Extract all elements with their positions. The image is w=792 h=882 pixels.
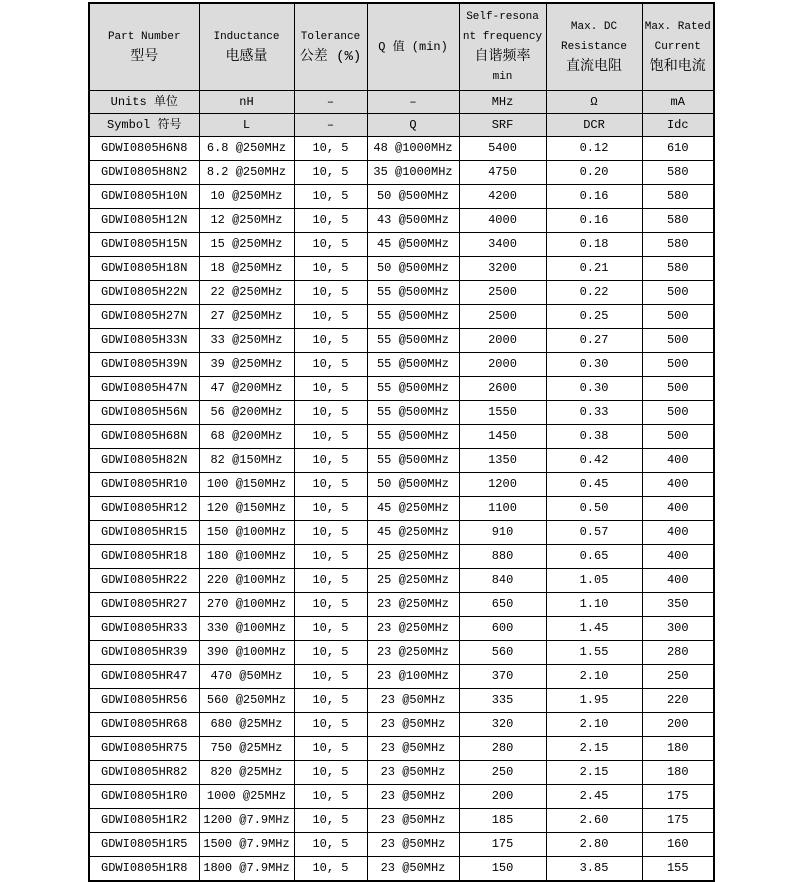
dcr-cell: 0.50 xyxy=(546,497,642,521)
dcr-cell: 0.12 xyxy=(546,137,642,161)
part-number-cell: GDWI0805HR12 xyxy=(89,497,199,521)
srf-cell: 1100 xyxy=(459,497,546,521)
tolerance-cell: 10, 5 xyxy=(294,665,367,689)
dcr-cell: 0.25 xyxy=(546,305,642,329)
inductance-cell: 270 @100MHz xyxy=(199,593,294,617)
symbol-inductance: L xyxy=(199,114,294,137)
part-number-cell: GDWI0805H1R2 xyxy=(89,809,199,833)
column-header-tolerance xyxy=(294,3,367,91)
header-label-cn: 自谐频率 xyxy=(474,49,531,65)
table-row xyxy=(89,377,714,401)
table-row xyxy=(89,593,714,617)
dcr-cell: 2.15 xyxy=(546,737,642,761)
srf-cell: 840 xyxy=(459,569,546,593)
inductance-cell: 390 @100MHz xyxy=(199,641,294,665)
srf-cell: 5400 xyxy=(459,137,546,161)
table-body xyxy=(89,137,714,882)
srf-cell: 175 xyxy=(459,833,546,857)
dcr-cell: 1.10 xyxy=(546,593,642,617)
tolerance-cell: 10, 5 xyxy=(294,185,367,209)
idc-cell: 500 xyxy=(642,377,714,401)
idc-cell: 400 xyxy=(642,497,714,521)
q-min-cell: 23 @50MHz xyxy=(367,713,459,737)
q-min-cell: 50 @500MHz xyxy=(367,257,459,281)
inductance-cell: 22 @250MHz xyxy=(199,281,294,305)
srf-cell: 280 xyxy=(459,737,546,761)
q-min-cell: 55 @500MHz xyxy=(367,377,459,401)
table-row xyxy=(89,689,714,713)
column-header-rated-current xyxy=(642,3,714,91)
inductance-cell: 180 @100MHz xyxy=(199,545,294,569)
tolerance-cell: 10, 5 xyxy=(294,353,367,377)
tolerance-cell: 10, 5 xyxy=(294,305,367,329)
part-number-cell: GDWI0805HR56 xyxy=(89,689,199,713)
dcr-cell: 0.18 xyxy=(546,233,642,257)
dcr-cell: 0.16 xyxy=(546,209,642,233)
tolerance-cell: 10, 5 xyxy=(294,425,367,449)
part-number-cell: GDWI0805H8N2 xyxy=(89,161,199,185)
part-number-cell: GDWI0805H15N xyxy=(89,233,199,257)
dcr-cell: 1.45 xyxy=(546,617,642,641)
idc-cell: 500 xyxy=(642,401,714,425)
part-number-cell: GDWI0805HR39 xyxy=(89,641,199,665)
q-min-cell: 48 @1000MHz xyxy=(367,137,459,161)
dcr-cell: 2.45 xyxy=(546,785,642,809)
idc-cell: 500 xyxy=(642,329,714,353)
q-min-cell: 23 @250MHz xyxy=(367,593,459,617)
idc-cell: 580 xyxy=(642,161,714,185)
idc-cell: 400 xyxy=(642,521,714,545)
table-row xyxy=(89,665,714,689)
part-number-cell: GDWI0805HR47 xyxy=(89,665,199,689)
header-label: Part Number xyxy=(107,31,181,43)
tolerance-cell: 10, 5 xyxy=(294,713,367,737)
srf-cell: 1450 xyxy=(459,425,546,449)
table-row xyxy=(89,761,714,785)
dcr-cell: 0.33 xyxy=(546,401,642,425)
dcr-cell: 0.21 xyxy=(546,257,642,281)
header-label: Max. Rated xyxy=(644,21,711,33)
table-row xyxy=(89,209,714,233)
units-tolerance: – xyxy=(294,91,367,114)
inductance-cell: 56 @200MHz xyxy=(199,401,294,425)
symbol-tolerance: – xyxy=(294,114,367,137)
part-number-cell: GDWI0805H22N xyxy=(89,281,199,305)
tolerance-cell: 10, 5 xyxy=(294,161,367,185)
idc-cell: 580 xyxy=(642,233,714,257)
inductance-cell: 12 @250MHz xyxy=(199,209,294,233)
symbol-row xyxy=(89,114,714,137)
part-number-cell: GDWI0805H10N xyxy=(89,185,199,209)
srf-cell: 4200 xyxy=(459,185,546,209)
header-label: Max. DC xyxy=(570,21,618,33)
srf-cell: 2000 xyxy=(459,329,546,353)
table-head xyxy=(89,3,714,137)
tolerance-cell: 10, 5 xyxy=(294,401,367,425)
table-row xyxy=(89,497,714,521)
srf-cell: 1550 xyxy=(459,401,546,425)
q-min-cell: 55 @500MHz xyxy=(367,425,459,449)
dcr-cell: 0.30 xyxy=(546,353,642,377)
srf-cell: 910 xyxy=(459,521,546,545)
idc-cell: 500 xyxy=(642,353,714,377)
srf-cell: 3400 xyxy=(459,233,546,257)
idc-cell: 160 xyxy=(642,833,714,857)
part-number-cell: GDWI0805H68N xyxy=(89,425,199,449)
srf-cell: 2500 xyxy=(459,281,546,305)
q-min-cell: 23 @50MHz xyxy=(367,785,459,809)
header-label: Current xyxy=(654,41,701,53)
symbol-q-min: Q xyxy=(367,114,459,137)
inductance-cell: 560 @250MHz xyxy=(199,689,294,713)
dcr-cell: 0.20 xyxy=(546,161,642,185)
inductance-cell: 330 @100MHz xyxy=(199,617,294,641)
header-label-cn: 饱和电流 xyxy=(649,59,706,75)
idc-cell: 200 xyxy=(642,713,714,737)
table-row xyxy=(89,185,714,209)
header-label: nt frequency xyxy=(462,31,543,43)
dcr-cell: 0.57 xyxy=(546,521,642,545)
q-min-cell: 23 @50MHz xyxy=(367,833,459,857)
header-label: Self-resona xyxy=(466,11,539,23)
srf-cell: 370 xyxy=(459,665,546,689)
q-min-cell: 23 @100MHz xyxy=(367,665,459,689)
idc-cell: 180 xyxy=(642,737,714,761)
header-label: Q 值 (min) xyxy=(378,40,448,54)
part-number-cell: GDWI0805HR82 xyxy=(89,761,199,785)
column-header-inductance xyxy=(199,3,294,91)
inductance-cell: 100 @150MHz xyxy=(199,473,294,497)
column-header-q-min xyxy=(367,3,459,91)
inductance-cell: 1800 @7.9MHz xyxy=(199,857,294,882)
part-number-cell: GDWI0805H1R8 xyxy=(89,857,199,882)
q-min-cell: 23 @250MHz xyxy=(367,641,459,665)
table-row xyxy=(89,617,714,641)
table-row xyxy=(89,641,714,665)
idc-cell: 155 xyxy=(642,857,714,882)
tolerance-cell: 10, 5 xyxy=(294,281,367,305)
header-row xyxy=(89,3,714,91)
units-idc: mA xyxy=(642,91,714,114)
part-number-cell: GDWI0805HR33 xyxy=(89,617,199,641)
dcr-cell: 1.55 xyxy=(546,641,642,665)
table-row xyxy=(89,137,714,161)
tolerance-cell: 10, 5 xyxy=(294,497,367,521)
q-min-cell: 55 @500MHz xyxy=(367,401,459,425)
tolerance-cell: 10, 5 xyxy=(294,857,367,882)
part-number-cell: GDWI0805HR10 xyxy=(89,473,199,497)
header-label-cn: 公差 (%) xyxy=(299,49,362,65)
tolerance-cell: 10, 5 xyxy=(294,833,367,857)
idc-cell: 400 xyxy=(642,473,714,497)
dcr-cell: 0.27 xyxy=(546,329,642,353)
inductance-cell: 1500 @7.9MHz xyxy=(199,833,294,857)
header-label: Tolerance xyxy=(300,31,361,43)
units-inductance: nH xyxy=(199,91,294,114)
part-number-cell: GDWI0805HR22 xyxy=(89,569,199,593)
srf-cell: 2000 xyxy=(459,353,546,377)
srf-cell: 320 xyxy=(459,713,546,737)
part-number-cell: GDWI0805HR68 xyxy=(89,713,199,737)
idc-cell: 180 xyxy=(642,761,714,785)
header-label: Inductance xyxy=(213,31,280,43)
table-row xyxy=(89,569,714,593)
units-dcr: Ω xyxy=(546,91,642,114)
inductance-cell: 27 @250MHz xyxy=(199,305,294,329)
part-number-cell: GDWI0805HR27 xyxy=(89,593,199,617)
srf-cell: 1350 xyxy=(459,449,546,473)
inductance-cell: 150 @100MHz xyxy=(199,521,294,545)
part-number-cell: GDWI0805HR75 xyxy=(89,737,199,761)
header-label: min xyxy=(492,71,513,83)
part-number-cell: GDWI0805H56N xyxy=(89,401,199,425)
symbol-srf: SRF xyxy=(459,114,546,137)
q-min-cell: 25 @250MHz xyxy=(367,545,459,569)
q-min-cell: 23 @50MHz xyxy=(367,737,459,761)
column-header-srf xyxy=(459,3,546,91)
inductance-cell: 39 @250MHz xyxy=(199,353,294,377)
part-number-cell: GDWI0805H47N xyxy=(89,377,199,401)
idc-cell: 400 xyxy=(642,545,714,569)
part-number-cell: GDWI0805H6N8 xyxy=(89,137,199,161)
idc-cell: 580 xyxy=(642,209,714,233)
q-min-cell: 55 @500MHz xyxy=(367,353,459,377)
header-label-cn: 电感量 xyxy=(225,49,268,65)
srf-cell: 880 xyxy=(459,545,546,569)
srf-cell: 650 xyxy=(459,593,546,617)
symbol-row-label: Symbol 符号 xyxy=(89,114,199,137)
symbol-idc: Idc xyxy=(642,114,714,137)
q-min-cell: 23 @250MHz xyxy=(367,617,459,641)
dcr-cell: 0.65 xyxy=(546,545,642,569)
inductance-cell: 6.8 @250MHz xyxy=(199,137,294,161)
units-row-label: Units 单位 xyxy=(89,91,199,114)
q-min-cell: 35 @1000MHz xyxy=(367,161,459,185)
dcr-cell: 2.60 xyxy=(546,809,642,833)
q-min-cell: 50 @500MHz xyxy=(367,185,459,209)
idc-cell: 500 xyxy=(642,281,714,305)
table-row xyxy=(89,833,714,857)
tolerance-cell: 10, 5 xyxy=(294,137,367,161)
q-min-cell: 55 @500MHz xyxy=(367,305,459,329)
tolerance-cell: 10, 5 xyxy=(294,617,367,641)
dcr-cell: 0.16 xyxy=(546,185,642,209)
inductance-cell: 15 @250MHz xyxy=(199,233,294,257)
dcr-cell: 3.85 xyxy=(546,857,642,882)
idc-cell: 610 xyxy=(642,137,714,161)
idc-cell: 220 xyxy=(642,689,714,713)
idc-cell: 400 xyxy=(642,569,714,593)
table-row xyxy=(89,713,714,737)
tolerance-cell: 10, 5 xyxy=(294,569,367,593)
table-row xyxy=(89,809,714,833)
q-min-cell: 55 @500MHz xyxy=(367,449,459,473)
inductance-cell: 470 @50MHz xyxy=(199,665,294,689)
srf-cell: 250 xyxy=(459,761,546,785)
tolerance-cell: 10, 5 xyxy=(294,641,367,665)
inductance-cell: 220 @100MHz xyxy=(199,569,294,593)
part-number-cell: GDWI0805H18N xyxy=(89,257,199,281)
dcr-cell: 2.10 xyxy=(546,713,642,737)
tolerance-cell: 10, 5 xyxy=(294,377,367,401)
q-min-cell: 23 @50MHz xyxy=(367,809,459,833)
q-min-cell: 45 @250MHz xyxy=(367,497,459,521)
idc-cell: 500 xyxy=(642,305,714,329)
part-number-cell: GDWI0805H1R5 xyxy=(89,833,199,857)
srf-cell: 2500 xyxy=(459,305,546,329)
tolerance-cell: 10, 5 xyxy=(294,521,367,545)
idc-cell: 175 xyxy=(642,809,714,833)
idc-cell: 350 xyxy=(642,593,714,617)
table-row xyxy=(89,233,714,257)
part-number-cell: GDWI0805H39N xyxy=(89,353,199,377)
table-row xyxy=(89,305,714,329)
dcr-cell: 0.30 xyxy=(546,377,642,401)
table-row xyxy=(89,329,714,353)
idc-cell: 250 xyxy=(642,665,714,689)
inductance-cell: 33 @250MHz xyxy=(199,329,294,353)
inductance-cell: 82 @150MHz xyxy=(199,449,294,473)
dcr-cell: 1.05 xyxy=(546,569,642,593)
inductance-cell: 820 @25MHz xyxy=(199,761,294,785)
srf-cell: 4000 xyxy=(459,209,546,233)
q-min-cell: 23 @50MHz xyxy=(367,857,459,882)
idc-cell: 400 xyxy=(642,449,714,473)
dcr-cell: 2.10 xyxy=(546,665,642,689)
tolerance-cell: 10, 5 xyxy=(294,257,367,281)
units-row xyxy=(89,91,714,114)
inductance-cell: 1000 @25MHz xyxy=(199,785,294,809)
idc-cell: 300 xyxy=(642,617,714,641)
dcr-cell: 2.15 xyxy=(546,761,642,785)
q-min-cell: 25 @250MHz xyxy=(367,569,459,593)
header-label-cn: 直流电阻 xyxy=(566,59,622,75)
units-srf: MHz xyxy=(459,91,546,114)
table-row xyxy=(89,353,714,377)
table-row xyxy=(89,473,714,497)
part-number-cell: GDWI0805H27N xyxy=(89,305,199,329)
tolerance-cell: 10, 5 xyxy=(294,809,367,833)
inductance-cell: 8.2 @250MHz xyxy=(199,161,294,185)
tolerance-cell: 10, 5 xyxy=(294,761,367,785)
table-row xyxy=(89,521,714,545)
tolerance-cell: 10, 5 xyxy=(294,593,367,617)
q-min-cell: 50 @500MHz xyxy=(367,473,459,497)
table-row xyxy=(89,785,714,809)
inductance-cell: 750 @25MHz xyxy=(199,737,294,761)
q-min-cell: 23 @50MHz xyxy=(367,689,459,713)
q-min-cell: 45 @250MHz xyxy=(367,521,459,545)
header-label-cn: 型号 xyxy=(130,49,159,65)
inductance-cell: 47 @200MHz xyxy=(199,377,294,401)
srf-cell: 600 xyxy=(459,617,546,641)
tolerance-cell: 10, 5 xyxy=(294,209,367,233)
srf-cell: 4750 xyxy=(459,161,546,185)
tolerance-cell: 10, 5 xyxy=(294,545,367,569)
header-label: Resistance xyxy=(560,41,627,53)
table-row xyxy=(89,545,714,569)
idc-cell: 280 xyxy=(642,641,714,665)
idc-cell: 580 xyxy=(642,185,714,209)
table-row xyxy=(89,425,714,449)
dcr-cell: 0.38 xyxy=(546,425,642,449)
srf-cell: 3200 xyxy=(459,257,546,281)
dcr-cell: 1.95 xyxy=(546,689,642,713)
table-row xyxy=(89,401,714,425)
column-header-dcr xyxy=(546,3,642,91)
tolerance-cell: 10, 5 xyxy=(294,737,367,761)
table-row xyxy=(89,281,714,305)
tolerance-cell: 10, 5 xyxy=(294,473,367,497)
srf-cell: 560 xyxy=(459,641,546,665)
inductance-cell: 1200 @7.9MHz xyxy=(199,809,294,833)
column-header-part-number xyxy=(89,3,199,91)
table-row xyxy=(89,857,714,882)
symbol-dcr: DCR xyxy=(546,114,642,137)
dcr-cell: 2.80 xyxy=(546,833,642,857)
dcr-cell: 0.42 xyxy=(546,449,642,473)
table-row xyxy=(89,257,714,281)
part-number-cell: GDWI0805H82N xyxy=(89,449,199,473)
srf-cell: 200 xyxy=(459,785,546,809)
units-q-min: – xyxy=(367,91,459,114)
q-min-cell: 55 @500MHz xyxy=(367,281,459,305)
table-row xyxy=(89,737,714,761)
tolerance-cell: 10, 5 xyxy=(294,785,367,809)
table-row xyxy=(89,449,714,473)
idc-cell: 175 xyxy=(642,785,714,809)
dcr-cell: 0.22 xyxy=(546,281,642,305)
q-min-cell: 43 @500MHz xyxy=(367,209,459,233)
inductance-cell: 10 @250MHz xyxy=(199,185,294,209)
idc-cell: 580 xyxy=(642,257,714,281)
tolerance-cell: 10, 5 xyxy=(294,449,367,473)
inductor-spec-table xyxy=(88,2,715,882)
part-number-cell: GDWI0805H1R0 xyxy=(89,785,199,809)
q-min-cell: 55 @500MHz xyxy=(367,329,459,353)
inductance-cell: 120 @150MHz xyxy=(199,497,294,521)
srf-cell: 185 xyxy=(459,809,546,833)
inductance-cell: 68 @200MHz xyxy=(199,425,294,449)
srf-cell: 1200 xyxy=(459,473,546,497)
srf-cell: 335 xyxy=(459,689,546,713)
part-number-cell: GDWI0805HR18 xyxy=(89,545,199,569)
tolerance-cell: 10, 5 xyxy=(294,689,367,713)
part-number-cell: GDWI0805H12N xyxy=(89,209,199,233)
part-number-cell: GDWI0805HR15 xyxy=(89,521,199,545)
dcr-cell: 0.45 xyxy=(546,473,642,497)
srf-cell: 2600 xyxy=(459,377,546,401)
inductance-cell: 18 @250MHz xyxy=(199,257,294,281)
q-min-cell: 23 @50MHz xyxy=(367,761,459,785)
inductance-cell: 680 @25MHz xyxy=(199,713,294,737)
table-row xyxy=(89,161,714,185)
idc-cell: 500 xyxy=(642,425,714,449)
part-number-cell: GDWI0805H33N xyxy=(89,329,199,353)
q-min-cell: 45 @500MHz xyxy=(367,233,459,257)
srf-cell: 150 xyxy=(459,857,546,882)
tolerance-cell: 10, 5 xyxy=(294,329,367,353)
tolerance-cell: 10, 5 xyxy=(294,233,367,257)
